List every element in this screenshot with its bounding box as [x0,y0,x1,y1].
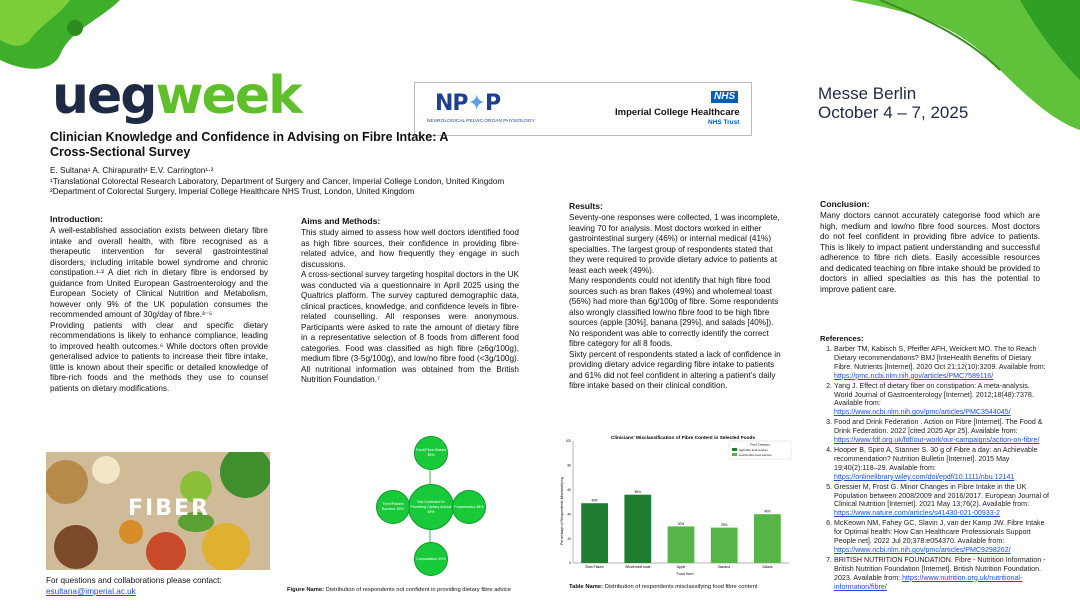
reference-link[interactable]: https://pmc.ncbi.nlm.nih.gov/articles/PMC7589116/ [834,371,994,380]
chart-category-label: Apple [676,565,686,569]
legend-low: Low/No fibre food sources [739,452,772,457]
reference-link[interactable]: https://www.nature.com/articles/s41430-021-00933-2 [834,509,1001,518]
aims-paragraph-2: A cross-sectional survey targeting hospital doctors in the UK was conducted via a questionnaire in April 2025 using the Qualtrics platform. The survey captured demographic data, clinical practices, knowledge, and confidence levels in fibre-related counselling. All responses were anonymous. Participants were asked to rate the amount of dietary fibre in a representative selection of 8 foods from different food categories. Food was classified as high fibre (≥6g/100g), medium fibre (3-5g/100g), and low/no fibre food (<3g/100g). All nutritional information was obtained from the British Nutrition Foundation.⁷ [301,270,519,384]
references-heading: References: [820,334,864,343]
affiliation-1: ¹Translational Colorectal Research Laboratory, Department of Surgery and Cancer, Imperial College London, United Kingdom [50,176,505,186]
reference-link[interactable]: https://www.ncbi.nlm.nih.gov/pmc/articles/PMC9298262/ [834,545,1011,554]
chart-ytick-label: 0 [569,561,571,566]
affiliation-2: ²Department of Colorectal Surgery, Imperial College Healthcare NHS Trust, London, United Kingdom [50,187,415,196]
intro-paragraph-1: A well-established association exists between dietary fibre intake and overall health, with fibre recognised as a therapeutic intervention for several gastrointestinal disorders, including irritable bowel syndrome and chronic constipation.¹·² A diet rich in dietary fibre is endorsed by guidance from United European Gastroenterology and the European Society of Clinical Nutrition and Metabolism, however only 9% of the UK population consumes the recommended amount of 30g/day of fibre.³⁻⁵ [50,226,268,319]
references-list [820,345,1050,591]
results-paragraph-1: Seventy-one responses were collected, 1 was incomplete, leaving 70 for analysis. Most doctors worked in either gastrointestinal surgery (46%) or internal medical (41%) specialties. The largest group of respondents stated that they were required to provide dietary advice to patients at least each week (49%). [569,213,780,275]
legend-title: Food Category [750,442,770,447]
results-paragraph-3: Sixty percent of respondents stated a lack of confidence in providing dietary advice regarding fibre intake to patients and 61% did not feel confident in altering a patient’s daily fibre intake based on their clinical condition. [569,349,781,390]
aims-paragraph-1: This study aimed to assess how well doctors identified food as high fibre sources, their confidence in providing fibre-related advice, and how frequently they engage in such discussions. [301,228,519,269]
nhs-trust-label: NHS Trust [708,119,740,126]
fibre-photo-word: FIBER [128,496,210,521]
chart-bar [581,503,608,563]
reference-item: 2. Yang J. Effect of dietary fiber on constipation: A meta-analysis. World Journal of Gastroenterology [Internet]. 2012;18(48):7378. Available from: https://www.ncbi.nlm.nih.gov/pmc/articles/PMC3544045/ [834,382,1050,418]
nhs-org-name: Imperial College Healthcare [615,107,740,118]
chart-value-label: 30% [677,521,685,526]
chart-xlabel: Food Item [676,572,694,576]
chart-legend [729,441,791,459]
references-section [820,334,1050,592]
reference-item: 7. BRITISH NUTRITION FOUNDATION. Fibre - Nutrition Information - British Nutrition Foundation [Internet]. British Nutrition Foundation. 2023. Available from: https://www.nutrition.org.uk/nutritional-information/fibre/ [834,556,1050,592]
chart-bar [624,495,651,563]
npop-butterfly-logo-icon: ✦ [467,91,485,116]
poster-title: Clinician Knowledge and Confidence in Advising on Fibre Intake: A Cross-Sectional Survey [50,130,448,159]
results-section [569,201,783,392]
reference-item: 3. Food and Drink Federation . Action on Fibre [Internet]. The Food & Drink Federation. 2022 [cited 2025 Apr 25]. Available from: https://www.fdf.org.uk/fdf/our-work/our-campaigns/action-on-fibre/ [834,418,1050,445]
confidence-diagram [370,436,490,576]
chart-ytick-label: 100 [565,439,571,444]
conclusion-heading: Conclusion: [820,199,870,209]
nhs-badge: NHS [711,91,738,103]
chart-title: Clinicians' Misclassification of Fibre Content in Selected Foods [610,436,756,441]
reference-link[interactable]: https://www.fdf.org.uk/fdf/our-work/our-campaigns/action-on-fibre/ [834,436,1040,445]
reference-item: 5. Gressier M, Frost G. Minor Changes in Fibre Intake in the UK Population between 2008/2009 and 2016/2017. European Journal of Clinical Nutrition [Internet]. 2021 May 13;76(2). Available from: https://www.nature.com/articles/s41430-021-00933-2 [834,483,1050,519]
conclusion-section [820,199,1040,295]
chart-bar [754,514,781,563]
diagram-node-right: Frameworks 38% [452,490,486,524]
diagram-node-center: Not Confident in Providing Dietary Advice 39% [408,484,454,530]
chart-category-label: Wholemeal toast [625,565,651,569]
aims-heading: Aims and Methods: [301,216,381,226]
chart-value-label: 40% [764,509,771,514]
aims-methods-section [301,216,519,386]
reference-item: 6. McKeown NM, Fahey GC, Slavin J, van der Kamp JW. Fibre Intake for Optimal health: How Can Healthcare Professionals Support People net]. 2022 Jul 20;378:e054370. Available from: https://www.ncbi.nlm.nih.gov/pmc/articles/PMC9298262/ [834,519,1050,555]
chart-ytick-label: 80 [567,463,571,468]
npop-logo: NP✦P [435,91,501,116]
fibre-foods-photo [46,452,270,570]
reference-link[interactable]: https://www.ncbi.nlm.nih.gov/pmc/articles/PMC3544045/ [834,408,1011,417]
chart-bar [668,526,695,563]
introduction-section [50,214,268,394]
table-caption: Table Name: Distribution of respondents misclassifying food fibre content [569,584,758,590]
figure-caption: Figure Name: Distribution of respondents not confident in providing dietary fibre advice [287,587,511,593]
author-names: E. Sultana¹ A. Chirapurath¹ E.V. Carrington¹·² [50,166,214,175]
chart-bar [711,528,738,563]
chart-category-label: Bran Flakes [585,565,604,569]
contact-email-link[interactable]: esultana@imperial.ac.uk [46,587,136,596]
partner-logos [414,82,752,136]
legend-swatch-low [732,453,737,456]
authors-block [50,166,610,198]
diagram-node-left: Time/Patient Barriers 38% [376,490,410,524]
results-paragraph-2: Many respondents could not identify that high fibre food sources such as bran flakes (49%) and wholemeal toast (56%) had more than 6g/100g of fibre. Some respondents also wrongly classified low/no fibre food to be high fibre sources (apple [30%], banana [29%], and salads [40%]). No respondent was able to correctly identify the correct fibre category for all 8 foods. [569,276,779,348]
misclassification-chart [557,431,797,579]
chart-ytick-label: 60 [567,488,571,492]
reference-link[interactable]: https://onlinelibrary.wiley.com/doi/epdf/10.1111/nbu.12141 [834,472,1015,481]
chart-value-label: 29% [721,523,728,528]
reference-item: 1. Barber TM, Kabisch S, Pfeiffer AFH, Weickert MO. The to Reach Dietary recommendations? BMJ [InteHealth Benefits of Dietary Fibre. Nutrients [Internet]. 2020 Oct 21;12(10):3209. Available from: https://pmc.ncbi.nlm.nih.gov/articles/PMC7589116/ [834,345,1050,381]
diagram-node-bottom: Consultation 29% [414,542,448,576]
conclusion-paragraph: Many doctors cannot accurately categorise food which are high, medium and low/no fibre food sources. Most doctors do not feel confident in providing fibre advice to patients. This is likely to impact patient understanding and successful adherence to fibre rich diets. Easily accessible resources and dedicated teaching on fibre intake should be provided to doctors in allied specialties as this has the potential to improve patient care. [820,211,1040,294]
legend-high: High fibre food sources [739,447,768,452]
ueg-week-logo: uegweek [52,66,301,126]
chart-value-label: 56% [634,490,641,495]
reference-item: 4. Hooper B, Spiro A, Stanner S. 30 g of Fibre a day: an Achievable recommendation? Nutrition Bulletin [Internet]. 2015 May 19;40(2):118–29. Available from: https://onlinelibrary.wiley.com/doi/epdf/10.1111/nbu.12141 [834,446,1050,482]
legend-swatch-high [732,448,737,451]
chart-ytick-label: 40 [567,512,571,517]
intro-heading: Introduction: [50,214,103,224]
chart-ylabel: Percentage of Respondents Misclassifying [560,477,564,545]
chart-category-label: Salads [762,565,773,569]
results-heading: Results: [569,201,603,211]
diagram-node-top: Food/Fibre Basics 35% [414,436,448,470]
chart-ytick-label: 20 [567,536,571,541]
contact-text: For questions and collaborations please contact: [46,576,222,585]
venue-date: Messe Berlin October 4 – 7, 2025 [818,84,969,122]
intro-paragraph-2: Providing patients with clear and specific dietary recommendations is likely to enhance compliance, leading to improved health outcomes.⁶ While doctors often provide generalised advice to patients to increase their fibre intake, little is known about their specific or detailed knowledge of fibre-rich foods and the methods they use to counsel patients on dietary modifications. [50,320,268,393]
chart-category-label: Banana [718,565,731,569]
chart-value-label: 49% [591,498,598,503]
reference-link[interactable]: https://www.nutrition.org.uk/nutritional-information/fibre/ [834,573,1023,591]
npop-subtitle: NEUROLOGICAL PELVIC ORGAN PHYSIOLOGY [427,119,535,124]
